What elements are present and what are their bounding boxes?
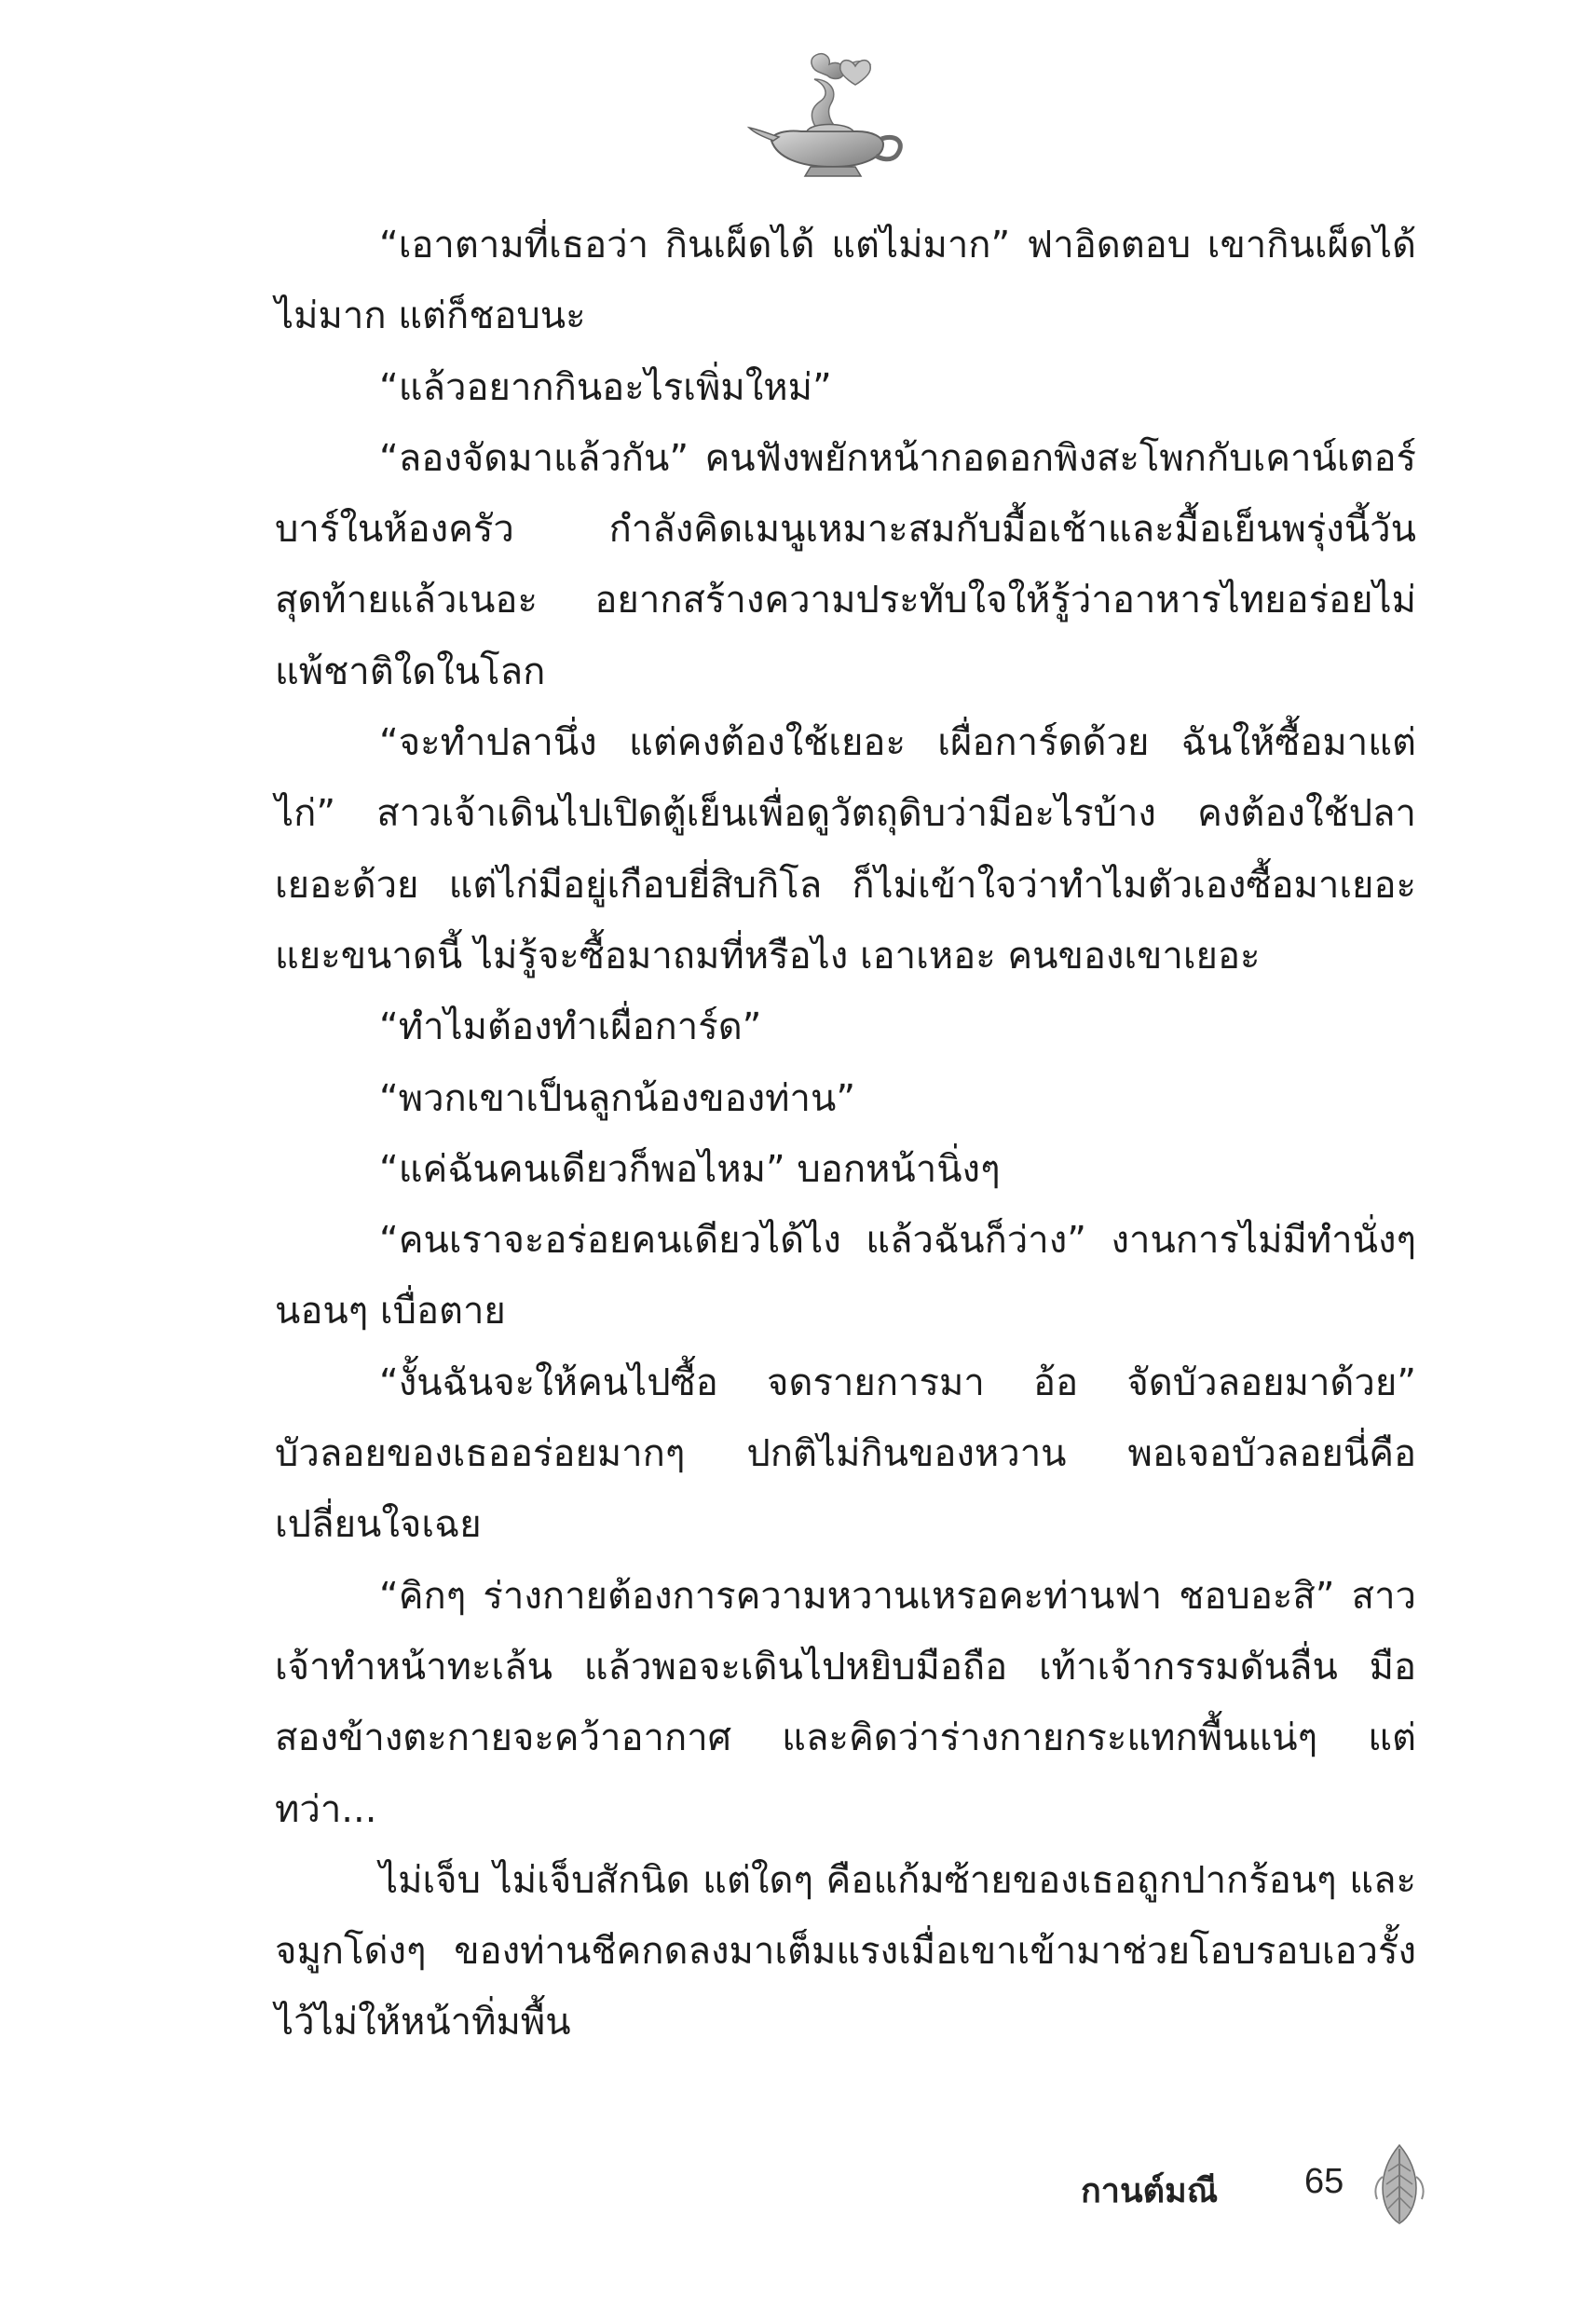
paragraph: “ทำไมต้องทำเผื่อการ์ด” [379, 1005, 762, 1049]
paragraph: “คนเราจะอร่อยคนเดียวได้ไง แล้วฉันก็ว่าง” งานการไม่มีทำนั่งๆ นอนๆ เบื่อตาย [275, 1219, 1416, 1333]
paragraph: “จะทำปลานึ่ง แต่คงต้องใช้เยอะ เผื่อการ์ดด้วย ฉันให้ซื้อมาแต่ไก่” สาวเจ้าเดินไปเปิดตู้เย็นเพื่อดูวัตถุดิบว่ามีอะไรบ้าง คงต้องใช้ปลาเยอะด้วย แต่ไก่มีอยู่เกือบยี่สิบกิโล ก็ไม่เข้าใจว่าทำไมตัวเองซื้อมาเยอะแยะขนาดนี้ ไม่รู้จะซื้อมาถมที่หรือไง เอาเหอะ คนของเขาเยอะ [275, 721, 1416, 978]
paragraph: “พวกเขาเป็นลูกน้องของท่าน” [379, 1076, 856, 1120]
story-text [275, 210, 1416, 2058]
page-number: 65 [1304, 2162, 1344, 2201]
feather-crest-icon [1370, 2143, 1429, 2225]
paragraph: “แค่ฉันคนเดียวก็พอไหม” บอกหน้านิ่งๆ [379, 1147, 1001, 1191]
paragraph: “ลองจัดมาแล้วกัน” คนฟังพยักหน้ากอดอกพิงสะโพกกับเคาน์เตอร์บาร์ในห้องครัว กำลังคิดเมนูเหมาะสมกับมื้อเช้าและมื้อเย็นพรุ่งนี้วันสุดท้ายแล้วเนอะ อยากสร้างความประทับใจให้รู้ว่าอาหารไทยอร่อยไม่แพ้ชาติใดในโลก [275, 436, 1416, 693]
paragraph: “เอาตามที่เธอว่า กินเผ็ดได้ แต่ไม่มาก” ฟาอิดตอบ เขากินเผ็ดได้ไม่มาก แต่ก็ชอบนะ [275, 224, 1416, 338]
paragraph: “แล้วอยากกินอะไรเพิ่มใหม่” [379, 365, 832, 409]
page-footer [1025, 2143, 1453, 2227]
book-title: กานต์มณี [1081, 2172, 1219, 2210]
paragraph: “คิกๆ ร่างกายต้องการความหวานเหรอคะท่านฟา ชอบอะสิ” สาวเจ้าทำหน้าทะเล้น แล้วพอจะเดินไปหยิบมือถือ เท้าเจ้ากรรมดันลื่น มือสองข้างตะกายจะคว้าอากาศ และคิดว่าร่างกายกระแทกพื้นแน่ๆ แต่ทว่า... [275, 1574, 1416, 1831]
paragraph: “งั้นฉันจะให้คนไปซื้อ จดรายการมา อ้อ จัดบัวลอยมาด้วย” บัวลอยของเธออร่อยมากๆ ปกติไม่กินของหวาน พอเจอบัวลอยนี่คือเปลี่ยนใจเฉย [275, 1361, 1416, 1547]
genie-lamp-icon [745, 51, 913, 186]
paragraph: ไม่เจ็บ ไม่เจ็บสักนิด แต่ใดๆ คือแก้มซ้ายของเธอถูกปากร้อนๆ และจมูกโด่งๆ ของท่านชีคกดลงมาเต็มแรงเมื่อเขาเข้ามาช่วยโอบรอบเอวรั้งไว้ไม่ให้หน้าทิ่มพื้น [275, 1858, 1416, 2044]
